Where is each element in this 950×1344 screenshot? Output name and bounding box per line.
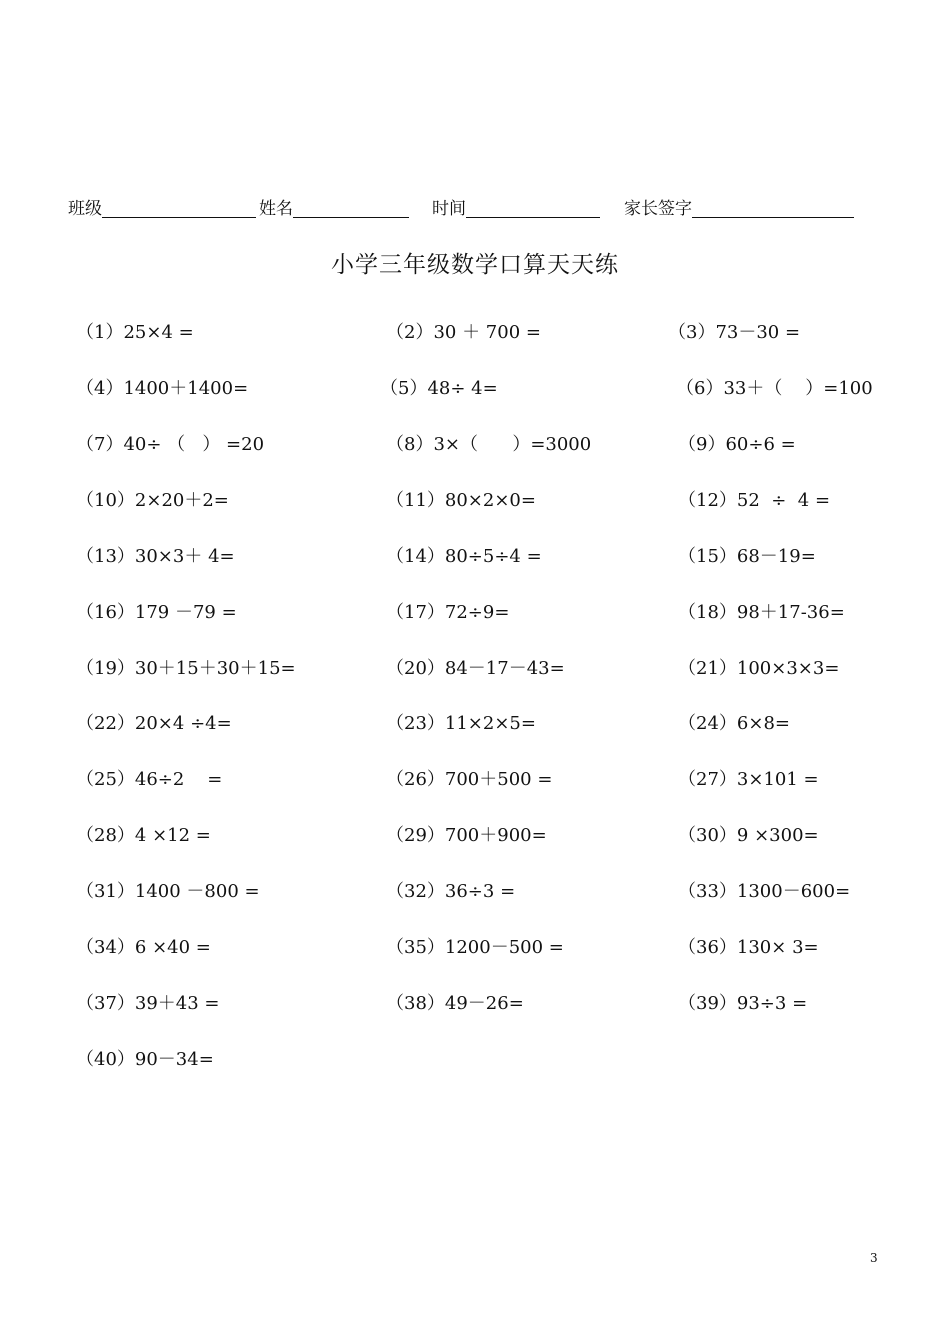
class-field bbox=[68, 196, 256, 222]
problem-item: （32）36÷3 = bbox=[386, 881, 516, 902]
problem-item: （25）46÷2 = bbox=[76, 769, 223, 790]
problem-item: （8）3×（ ）=3000 bbox=[386, 434, 592, 455]
problem-item: （24）6×8= bbox=[678, 713, 790, 734]
name-label: 姓名 bbox=[259, 199, 293, 219]
problem-item: （10）2×20＋2= bbox=[76, 490, 229, 511]
problem-item: （19）30＋15＋30＋15= bbox=[76, 658, 296, 679]
problem-item: （16）179 －79 = bbox=[76, 602, 237, 623]
problem-item: （40）90－34= bbox=[76, 1049, 214, 1070]
problem-item: （11）80×2×0= bbox=[386, 490, 536, 511]
problem-item: （4）1400＋1400= bbox=[76, 378, 249, 399]
problem-item: （27）3×101 = bbox=[678, 769, 819, 790]
problem-item: （9）60÷6 = bbox=[678, 434, 796, 455]
problem-item: （36）130× 3= bbox=[678, 937, 819, 958]
problem-item: （37）39＋43 = bbox=[76, 993, 220, 1014]
problem-item: （33）1300－600= bbox=[678, 881, 851, 902]
name-blank-line bbox=[293, 196, 409, 218]
time-field bbox=[432, 196, 600, 222]
problem-item: （17）72÷9= bbox=[386, 602, 510, 623]
problem-item: （38）49－26= bbox=[386, 993, 524, 1014]
page-number: 3 bbox=[870, 1251, 878, 1265]
problem-item: （30）9 ×300= bbox=[678, 825, 819, 846]
page-title: 小学三年级数学口算天天练 bbox=[331, 252, 619, 278]
problem-item: （1）25×4 = bbox=[76, 322, 194, 343]
problem-item: （22）20×4 ÷4= bbox=[76, 713, 232, 734]
problem-item: （34）6 ×40 = bbox=[76, 937, 211, 958]
problem-item: （5）48÷ 4= bbox=[380, 378, 498, 399]
problem-item: （13）30×3＋ 4= bbox=[76, 546, 235, 567]
problem-item: （3）73－30 = bbox=[668, 322, 801, 343]
problem-item: （26）700＋500 = bbox=[386, 769, 553, 790]
problem-item: （20）84－17－43= bbox=[386, 658, 565, 679]
class-label: 班级 bbox=[68, 199, 102, 219]
problem-item: （29）700＋900= bbox=[386, 825, 547, 846]
parent-signature-blank-line bbox=[692, 196, 854, 218]
problem-item: （28）4 ×12 = bbox=[76, 825, 211, 846]
problem-item: （14）80÷5÷4 = bbox=[386, 546, 542, 567]
time-blank-line bbox=[466, 196, 600, 218]
problem-item: （18）98＋17-36= bbox=[678, 602, 845, 623]
problem-item: （15）68－19= bbox=[678, 546, 816, 567]
problem-item: （21）100×3×3= bbox=[678, 658, 840, 679]
problem-item: （7）40÷ （ ） =20 bbox=[76, 434, 265, 455]
problem-item: （12）52 ÷ 4 = bbox=[678, 490, 831, 511]
problem-item: （6）33＋（ ）=100 bbox=[676, 378, 873, 399]
problem-item: （23）11×2×5= bbox=[386, 713, 536, 734]
problem-item: （35）1200－500 = bbox=[386, 937, 564, 958]
problem-item: （2）30 ＋ 700 = bbox=[386, 322, 541, 343]
student-info-row bbox=[68, 196, 868, 222]
parent-signature-field bbox=[624, 196, 854, 222]
parent-signature-label: 家长签字 bbox=[624, 199, 692, 219]
name-field bbox=[259, 196, 409, 222]
time-label: 时间 bbox=[432, 199, 466, 219]
problem-item: （39）93÷3 = bbox=[678, 993, 808, 1014]
problem-item: （31）1400 －800 = bbox=[76, 881, 260, 902]
class-blank-line bbox=[102, 196, 256, 218]
